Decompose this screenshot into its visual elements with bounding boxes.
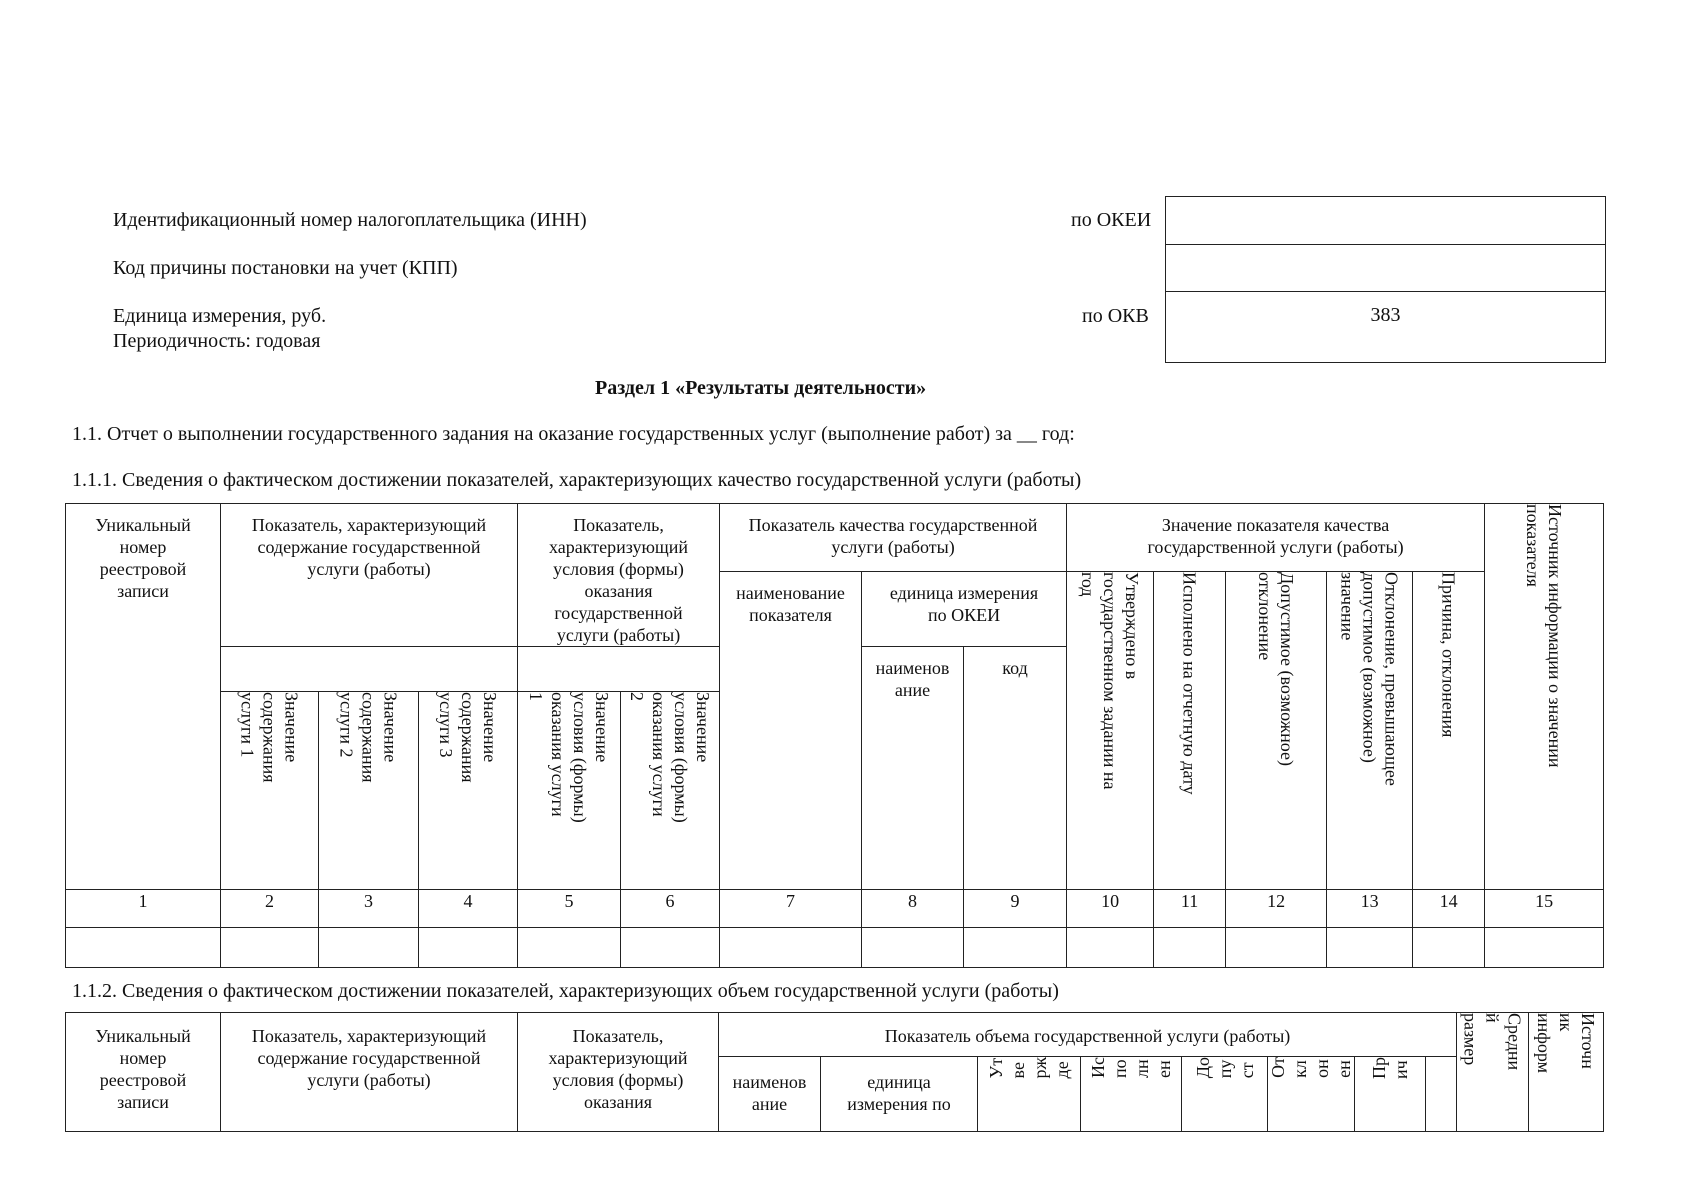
table-row xyxy=(66,928,1604,968)
section-title: Раздел 1 «Результаты деятельности» xyxy=(595,377,927,399)
header-unit: единица измерения по xyxy=(821,1057,978,1132)
header-quality-value: Значение показателя качества государственной услуги (работы) xyxy=(1067,504,1485,572)
header-content-indicator: Показатель, характеризующий содержание государственной услуги (работы) xyxy=(221,1013,518,1132)
codes-box xyxy=(1165,196,1606,363)
header-allowed-deviation: Допустимое (возможное) отклонение xyxy=(1226,572,1327,890)
table-cell[interactable] xyxy=(862,928,964,968)
table-cell[interactable] xyxy=(1226,928,1327,968)
header-indicator-name: наименов ание xyxy=(719,1057,821,1132)
column-number: 4 xyxy=(419,890,518,928)
column-number: 7 xyxy=(720,890,862,928)
kpp-code-cell xyxy=(1166,244,1605,292)
header-unit-code: код xyxy=(964,647,1067,890)
column-number: 15 xyxy=(1485,890,1604,928)
section-item-1-1: 1.1. Отчет о выполнении государственного задания на оказание государственных услуг (выполнение работ) за __ год: xyxy=(72,423,1075,445)
table-cell[interactable] xyxy=(419,928,518,968)
kpp-label: Код причины постановки на учет (КПП) xyxy=(113,257,458,279)
section-item-1-1-1: 1.1.1. Сведения о фактическом достижении показателей, характеризующих качество государственной услуги (работы) xyxy=(72,469,1082,491)
header-allowed-deviation: До пу ст xyxy=(1182,1057,1268,1132)
column-number: 14 xyxy=(1413,890,1485,928)
table-cell[interactable] xyxy=(221,928,319,968)
column-number: 1 xyxy=(66,890,221,928)
header-excess-deviation: Отклонение, превышающее допустимое (возможное) значение xyxy=(1327,572,1413,890)
okv-code-value: 383 xyxy=(1370,304,1401,326)
table-cell[interactable] xyxy=(964,928,1067,968)
okei-label: по ОКЕИ xyxy=(1071,209,1152,231)
header-executed: Ис по лн ен xyxy=(1081,1057,1182,1132)
header-narrow-spacer xyxy=(1426,1057,1457,1132)
column-number: 6 xyxy=(621,890,720,928)
header-conditions-indicator: Показатель, характеризующий условия (формы) оказания государственной услуги (работы) xyxy=(518,504,720,647)
column-number: 5 xyxy=(518,890,621,928)
header-conditions-spacer xyxy=(518,647,720,692)
inn-label: Идентификационный номер налогоплательщика (ИНН) xyxy=(113,209,587,231)
table-cell[interactable] xyxy=(319,928,419,968)
header-unique-number: Уникальный номер реестровой записи xyxy=(66,504,221,890)
header-volume-indicator: Показатель объема государственной услуги (работы) xyxy=(719,1013,1457,1057)
column-numbers-row xyxy=(66,890,1604,928)
table-cell[interactable] xyxy=(720,928,862,968)
section-item-1-1-2: 1.1.2. Сведения о фактическом достижении показателей, характеризующих объем государственной услуги (работы) xyxy=(72,980,1059,1002)
column-number: 12 xyxy=(1226,890,1327,928)
header-quality-indicator: Показатель качества государственной услуги (работы) xyxy=(720,504,1067,572)
table-cell[interactable] xyxy=(1413,928,1485,968)
header-approved: Утверждено в государственном задании на год xyxy=(1067,572,1154,890)
column-number: 2 xyxy=(221,890,319,928)
header-content-value-1: Значение содержания услуги 1 xyxy=(221,692,319,890)
column-number: 10 xyxy=(1067,890,1154,928)
table-cell[interactable] xyxy=(1327,928,1413,968)
header-indicator-name: наименование показателя xyxy=(720,572,862,890)
header-approved: Ут ве рж де xyxy=(978,1057,1081,1132)
header-condition-value-1: Значение условия (формы) оказания услуги 1 xyxy=(518,692,621,890)
column-number: 8 xyxy=(862,890,964,928)
table-cell[interactable] xyxy=(1154,928,1226,968)
table-cell[interactable] xyxy=(518,928,621,968)
volume-table xyxy=(65,1012,1604,1132)
header-info-source: Источн ик информ xyxy=(1529,1013,1604,1132)
table-cell[interactable] xyxy=(621,928,720,968)
table-cell[interactable] xyxy=(66,928,221,968)
quality-table xyxy=(65,503,1604,968)
header-executed: Исполнено на отчетную дату xyxy=(1154,572,1226,890)
header-info-source: Источник информации о значении показателя xyxy=(1485,504,1604,890)
header-content-indicator: Показатель, характеризующий содержание государственной услуги (работы) xyxy=(221,504,518,647)
header-conditions-indicator: Показатель, характеризующий условия (формы) оказания xyxy=(518,1013,719,1132)
column-number: 13 xyxy=(1327,890,1413,928)
header-excess-deviation: От кл он ен xyxy=(1268,1057,1355,1132)
table-cell[interactable] xyxy=(1485,928,1604,968)
column-number: 11 xyxy=(1154,890,1226,928)
column-number: 9 xyxy=(964,890,1067,928)
header-condition-value-2: Значение условия (формы) оказания услуги 2 xyxy=(621,692,720,890)
header-average-size: Средни й размер xyxy=(1457,1013,1529,1132)
header-unique-number: Уникальный номер реестровой записи xyxy=(66,1013,221,1132)
header-unit-name: наименов ание xyxy=(862,647,964,890)
unit-label: Единица измерения, руб. xyxy=(113,305,327,327)
header-unit-okei: единица измерения по ОКЕИ xyxy=(862,572,1067,647)
table-cell[interactable] xyxy=(1067,928,1154,968)
header-content-value-2: Значение содержания услуги 2 xyxy=(319,692,419,890)
column-number: 3 xyxy=(319,890,419,928)
header-content-value-3: Значение содержания услуги 3 xyxy=(419,692,518,890)
header-deviation-reason: Причина, отклонения xyxy=(1413,572,1485,890)
header-content-spacer xyxy=(221,647,518,692)
okv-label: по ОКВ xyxy=(1082,305,1149,327)
header-deviation-reason: Пр ич xyxy=(1355,1057,1426,1132)
okei-code-cell xyxy=(1166,197,1605,245)
periodicity-label: Периодичность: годовая xyxy=(113,330,321,352)
